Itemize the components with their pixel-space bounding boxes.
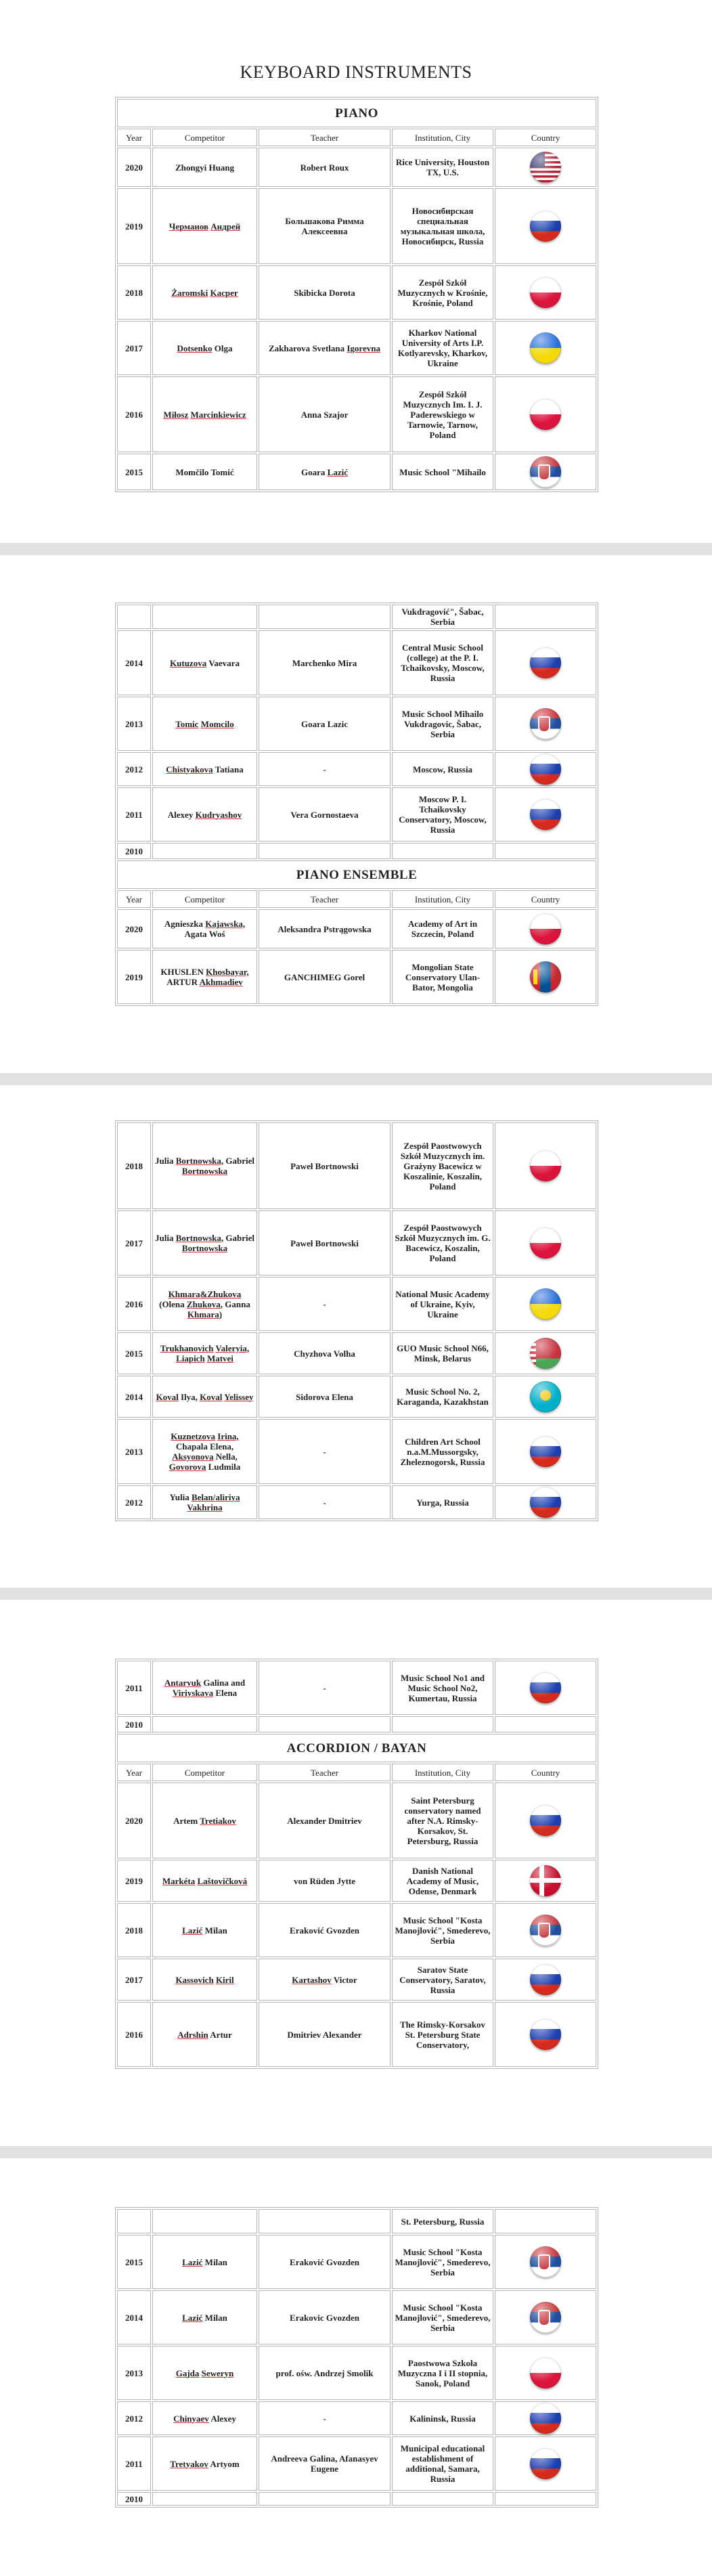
country-cell: [495, 950, 596, 1004]
teacher-cell: -: [259, 1661, 391, 1715]
country-cell: [495, 787, 596, 842]
year-cell: 2017: [117, 1210, 151, 1275]
year-cell: 2012: [117, 752, 151, 786]
flag-ru-icon: [530, 1672, 561, 1703]
institution-cell: Новосибирская специальная музыкальная школа, Новосибирск, Russia: [392, 188, 493, 264]
page-separator: [0, 543, 712, 555]
institution-cell: Moscow P. I. Tchaikovsky Conservatory, Moscow, Russia: [392, 787, 493, 842]
institution-cell: Municipal educational establishment of additional, Samara, Russia: [392, 2437, 493, 2491]
col-competitor: Competitor: [152, 890, 257, 908]
flag-ru-icon: [530, 2448, 561, 2479]
teacher-cell: Erakovic Gvozden: [259, 2290, 391, 2344]
country-cell: [495, 2492, 596, 2506]
competitor-cell: Adrshin Artur: [152, 2002, 257, 2067]
page-separator: [0, 1073, 712, 1085]
flag-us-icon: [530, 152, 561, 183]
institution-cell: Moscow, Russia: [392, 752, 493, 786]
teacher-cell: [259, 843, 391, 859]
institution-cell: Yurga, Russia: [392, 1485, 493, 1519]
teacher-cell: -: [259, 1485, 391, 1519]
institution-cell: Paostwowa Szkoła Muzyczna I i II stopnia, Sanok, Poland: [392, 2346, 493, 2400]
competitor-cell: [152, 843, 257, 859]
section-title-piano: PIANO: [117, 99, 596, 127]
competitor-cell: [152, 1716, 257, 1732]
col-year: Year: [117, 1764, 151, 1781]
flag-mn-icon: [530, 961, 561, 992]
year-cell: 2018: [117, 1903, 151, 1957]
table-row: [117, 630, 596, 695]
table-row: [117, 1959, 596, 2001]
table-row: [117, 909, 596, 948]
page-separator: [0, 2146, 712, 2158]
institution-cell: Children Art School n.a.M.Mussorgsky, Zheleznogorsk, Russia: [392, 1419, 493, 1484]
country-cell: [495, 1783, 596, 1858]
competitor-cell: Agnieszka Kajawska, Agata Woś: [152, 909, 257, 948]
table-row: [117, 843, 596, 859]
competitor-cell: Kuznetzova Irina, Chapala Elena, Aksyonova Nella, Govorova Ludmila: [152, 1419, 257, 1484]
table-row: [117, 2290, 596, 2344]
competitor-cell: KHUSLEN Khosbayar, ARTUR Akhmadiev: [152, 950, 257, 1004]
institution-cell: Music School "Kosta Manojlović", Smederevo, Serbia: [392, 2235, 493, 2289]
flag-rs-icon: [530, 1915, 561, 1946]
teacher-cell: Skibicka Dorota: [259, 265, 391, 320]
competitor-cell: Lazić Milan: [152, 2290, 257, 2344]
competitor-cell: Kutuzova Vaevara: [152, 630, 257, 695]
teacher-cell: prof. ośw. Andrzej Smolik: [259, 2346, 391, 2400]
teacher-cell: Andreeva Galina, Afanasyev Eugene: [259, 2437, 391, 2491]
country-cell: [495, 2002, 596, 2067]
competitor-cell: Kassovich Kiril: [152, 1959, 257, 2001]
country-cell: [495, 1122, 596, 1209]
country-cell: [495, 2437, 596, 2491]
col-competitor: Competitor: [152, 1764, 257, 1781]
country-cell: [495, 454, 596, 490]
year-cell: 2016: [117, 376, 151, 452]
teacher-cell: -: [259, 1419, 391, 1484]
competitor-cell: Koval Ilya, Koval Yelissey: [152, 1376, 257, 1418]
table-row: [117, 1277, 596, 1331]
col-country: Country: [495, 890, 596, 908]
competitor-cell: Momčilo Tomić: [152, 454, 257, 490]
institution-cell: [392, 843, 493, 859]
country-cell: [495, 1376, 596, 1418]
table-row: [117, 1661, 596, 1715]
teacher-cell: [259, 2492, 391, 2506]
table-row: [117, 454, 596, 490]
country-cell: [495, 188, 596, 264]
country-cell: [495, 1661, 596, 1715]
col-country: Country: [495, 1764, 596, 1781]
col-teacher: Teacher: [259, 129, 391, 146]
competitor-cell: Julia Bortnowska, Gabriel Bortnowska: [152, 1210, 257, 1275]
table-row: [117, 2002, 596, 2067]
flag-pl-icon: [530, 1150, 561, 1181]
teacher-cell: Большакова Римма Алексеевна: [259, 188, 391, 264]
year-cell: 2013: [117, 1419, 151, 1484]
institution-cell: National Music Academy of Ukraine, Kyiv, Ukraine: [392, 1277, 493, 1331]
col-year: Year: [117, 890, 151, 908]
flag-ru-icon: [530, 1436, 561, 1467]
year-cell: 2011: [117, 2437, 151, 2491]
flag-ua-icon: [530, 1288, 561, 1319]
competitor-cell: Tomic Momcilo: [152, 697, 257, 751]
year-cell: 2014: [117, 2290, 151, 2344]
competitor-cell: [152, 605, 257, 629]
flag-dk-icon: [530, 1865, 561, 1896]
col-institution: Institution, City: [392, 890, 493, 908]
institution-cell: Music School "Kosta Manojlović", Smederevo, Serbia: [392, 2290, 493, 2344]
table-row: [117, 1419, 596, 1484]
country-cell: [495, 2235, 596, 2289]
piano-table-page-1: [115, 97, 598, 492]
flag-rs-icon: [530, 2246, 561, 2277]
teacher-cell: [259, 1716, 391, 1732]
flag-pl-icon: [530, 913, 561, 944]
year-cell: 2010: [117, 843, 151, 859]
country-cell: [495, 843, 596, 859]
flag-ru-icon: [530, 647, 561, 678]
year-cell: 2018: [117, 1122, 151, 1209]
teacher-cell: Anna Szajor: [259, 376, 391, 452]
col-institution: Institution, City: [392, 1764, 493, 1781]
table-row: [117, 321, 596, 375]
institution-cell: Rice University, Houston TX, U.S.: [392, 148, 493, 187]
institution-cell: Music School No. 2, Karaganda, Kazakhstan: [392, 1376, 493, 1418]
competitor-cell: Chistyakova Tatiana: [152, 752, 257, 786]
year-cell: [117, 2209, 151, 2233]
accordion-table-page-5: [115, 2207, 598, 2508]
table-row: [117, 1332, 596, 1374]
table-row: [117, 697, 596, 751]
table-row: [117, 787, 596, 842]
competitor-cell: [152, 2209, 257, 2233]
col-teacher: Teacher: [259, 1764, 391, 1781]
teacher-cell: Zakharova Svetlana Igorevna: [259, 321, 391, 375]
year-cell: 2013: [117, 2346, 151, 2400]
country-cell: [495, 605, 596, 629]
year-cell: [117, 605, 151, 629]
teacher-cell: Dmitriev Alexander: [259, 2002, 391, 2067]
year-cell: 2019: [117, 950, 151, 1004]
institution-cell: The Rimsky-Korsakov St. Petersburg State Conservatory,: [392, 2002, 493, 2067]
teacher-cell: von Rüden Jytte: [259, 1860, 391, 1902]
institution-cell: Music School No1 and Music School No2, Kumertau, Russia: [392, 1661, 493, 1715]
page-separator: [0, 1588, 712, 1600]
competitor-cell: Markéta Laštovičková: [152, 1860, 257, 1902]
table-row: [117, 1783, 596, 1858]
flag-ru-icon: [530, 799, 561, 830]
table-row: [117, 1716, 596, 1732]
institution-cell: Central Music School (college) at the P. I. Tchaikovsky, Moscow, Russia: [392, 630, 493, 695]
competitor-cell: Alexey Kudryashov: [152, 787, 257, 842]
institution-cell: Zespół Szkół Muzycznych Im. I. J. Paderewskiego w Tarnowie, Tarnow, Poland: [392, 376, 493, 452]
competitor-cell: Tretyakov Artyom: [152, 2437, 257, 2491]
teacher-cell: Eraković Gvozden: [259, 1903, 391, 1957]
teacher-cell: Paweł Bortnowski: [259, 1122, 391, 1209]
country-cell: [495, 265, 596, 320]
col-year: Year: [117, 129, 151, 146]
competitor-cell: Черманов Андрей: [152, 188, 257, 264]
year-cell: 2010: [117, 2492, 151, 2506]
flag-ru-icon: [530, 754, 561, 785]
competitor-cell: Lazić Milan: [152, 2235, 257, 2289]
table-row: [117, 1485, 596, 1519]
competitor-cell: Khmara&Zhukova (Olena Zhukova, Ganna Khmara): [152, 1277, 257, 1331]
country-cell: [495, 630, 596, 695]
institution-cell: GUO Music School N66, Minsk, Belarus: [392, 1332, 493, 1374]
country-cell: [495, 1903, 596, 1957]
country-cell: [495, 1959, 596, 2001]
competitor-cell: Chinyaev Alexey: [152, 2401, 257, 2435]
teacher-cell: -: [259, 752, 391, 786]
institution-cell: Music School "Mihailo: [392, 454, 493, 490]
year-cell: 2012: [117, 2401, 151, 2435]
table-row: [117, 2209, 596, 2233]
table-row: [117, 2346, 596, 2400]
institution-cell: Zespół Szkół Muzycznych w Krośnie, Krośnie, Poland: [392, 265, 493, 320]
piano-table-page-2: [115, 603, 598, 1006]
institution-cell: [392, 1716, 493, 1732]
institution-cell: Danish National Academy of Music, Odense, Denmark: [392, 1860, 493, 1902]
teacher-cell: Vera Gornostaeva: [259, 787, 391, 842]
year-cell: 2010: [117, 1716, 151, 1732]
year-cell: 2016: [117, 2002, 151, 2067]
col-competitor: Competitor: [152, 129, 257, 146]
country-cell: [495, 1485, 596, 1519]
institution-cell: Zespół Paostwowych Szkół Muzycznych im. G. Bacewicz, Koszalin, Poland: [392, 1210, 493, 1275]
country-cell: [495, 148, 596, 187]
table-row: [117, 148, 596, 187]
table-row: [117, 1122, 596, 1209]
country-cell: [495, 1419, 596, 1484]
flag-pl-icon: [530, 1227, 561, 1259]
year-cell: 2018: [117, 265, 151, 320]
competitor-cell: [152, 2492, 257, 2506]
year-cell: 2017: [117, 321, 151, 375]
teacher-cell: Paweł Bortnowski: [259, 1210, 391, 1275]
year-cell: 2015: [117, 1332, 151, 1374]
year-cell: 2020: [117, 1783, 151, 1858]
table-row: [117, 2401, 596, 2435]
table-row: [117, 1210, 596, 1275]
institution-cell: Zespół Paostwowych Szkół Muzycznych im. Grażyny Bacewicz w Koszalinie, Koszalin, Poland: [392, 1122, 493, 1209]
flag-ru-icon: [530, 1805, 561, 1836]
flag-ru-icon: [530, 2403, 561, 2434]
country-cell: [495, 2401, 596, 2435]
teacher-cell: [259, 2209, 391, 2233]
table-row: [117, 188, 596, 264]
country-cell: [495, 1277, 596, 1331]
competitor-cell: Trukhanovich Valeryia, Liapich Matvei: [152, 1332, 257, 1374]
year-cell: 2013: [117, 697, 151, 751]
teacher-cell: Alexander Dmitriev: [259, 1783, 391, 1858]
flag-ru-icon: [530, 2019, 561, 2050]
section-title-accordion: ACCORDION / BAYAN: [117, 1734, 596, 1762]
flag-ua-icon: [530, 332, 561, 364]
country-cell: [495, 2290, 596, 2344]
flag-pl-icon: [530, 399, 561, 430]
competitor-cell: Zhongyi Huang: [152, 148, 257, 187]
teacher-cell: Goara Lazić: [259, 454, 391, 490]
country-cell: [495, 376, 596, 452]
year-cell: 2017: [117, 1959, 151, 2001]
year-cell: 2020: [117, 148, 151, 187]
flag-kz-icon: [530, 1381, 561, 1412]
flag-pl-icon: [530, 2357, 561, 2388]
teacher-cell: Chyzhova Volha: [259, 1332, 391, 1374]
country-cell: [495, 2209, 596, 2233]
country-cell: [495, 2346, 596, 2400]
table-row: [117, 950, 596, 1004]
teacher-cell: Sidorova Elena: [259, 1376, 391, 1418]
institution-cell: Saratov State Conservatory, Saratov, Russia: [392, 1959, 493, 2001]
teacher-cell: Aleksandra Pstrągowska: [259, 909, 391, 948]
country-cell: [495, 1210, 596, 1275]
page-title: KEYBOARD INSTRUMENTS: [240, 62, 472, 82]
country-cell: [495, 321, 596, 375]
institution-cell: Vukdragović", Šabac, Serbia: [392, 605, 493, 629]
institution-cell: Kharkov National University of Arts I.P. Kotlyarevsky, Kharkov, Ukraine: [392, 321, 493, 375]
competitor-cell: Antaryuk Galina and Viriyskaya Elena: [152, 1661, 257, 1715]
table-row: [117, 376, 596, 452]
country-cell: [495, 1332, 596, 1374]
institution-cell: Mongolian State Conservatory Ulan-Bator, Mongolia: [392, 950, 493, 1004]
competitor-cell: Yulia Belan/aliriya Vakhrina: [152, 1485, 257, 1519]
table-row: [117, 2235, 596, 2289]
table-row: [117, 1860, 596, 1902]
teacher-cell: Kartashov Victor: [259, 1959, 391, 2001]
year-cell: 2019: [117, 1860, 151, 1902]
institution-cell: Kalininsk, Russia: [392, 2401, 493, 2435]
year-cell: 2011: [117, 1661, 151, 1715]
table-row: [117, 1376, 596, 1418]
flag-ru-icon: [530, 211, 561, 242]
competitor-cell: Dotsenko Olga: [152, 321, 257, 375]
flag-pl-icon: [530, 277, 561, 308]
country-cell: [495, 1860, 596, 1902]
teacher-cell: Robert Roux: [259, 148, 391, 187]
teacher-cell: Eraković Gvozden: [259, 2235, 391, 2289]
col-country: Country: [495, 129, 596, 146]
piano-ensemble-table-page-3: [115, 1120, 598, 1521]
competitor-cell: Gajda Seweryn: [152, 2346, 257, 2400]
table-row: [117, 265, 596, 320]
country-cell: [495, 752, 596, 786]
country-cell: [495, 1716, 596, 1732]
col-teacher: Teacher: [259, 890, 391, 908]
flag-rs-icon: [530, 456, 561, 487]
teacher-cell: GANCHIMEG Gorel: [259, 950, 391, 1004]
country-cell: [495, 909, 596, 948]
col-institution: Institution, City: [392, 129, 493, 146]
year-cell: 2019: [117, 188, 151, 264]
table-row: [117, 2492, 596, 2506]
institution-cell: St. Petersburg, Russia: [392, 2209, 493, 2233]
institution-cell: Academy of Art in Szczecin, Poland: [392, 909, 493, 948]
flag-ru-icon: [530, 1487, 561, 1518]
teacher-cell: [259, 605, 391, 629]
country-cell: [495, 697, 596, 751]
competitor-cell: Miłosz Marcinkiewicz: [152, 376, 257, 452]
table-row: [117, 1903, 596, 1957]
competitor-cell: Artem Tretiakov: [152, 1783, 257, 1858]
year-cell: 2011: [117, 787, 151, 842]
year-cell: 2014: [117, 630, 151, 695]
teacher-cell: Goara Lazic: [259, 697, 391, 751]
table-row: [117, 605, 596, 629]
teacher-cell: -: [259, 1277, 391, 1331]
competitor-cell: Żaromski Kacper: [152, 265, 257, 320]
section-title-piano-ensemble: PIANO ENSEMBLE: [117, 860, 596, 889]
year-cell: 2012: [117, 1485, 151, 1519]
institution-cell: Music School "Kosta Manojlović", Smederevo, Serbia: [392, 1903, 493, 1957]
institution-cell: Saint Petersburg conservatory named after N.A. Rimsky-Korsakov, St. Petersburg, Russia: [392, 1783, 493, 1858]
year-cell: 2020: [117, 909, 151, 948]
year-cell: 2015: [117, 2235, 151, 2289]
table-row: [117, 752, 596, 786]
competitor-cell: Lazić Milan: [152, 1903, 257, 1957]
teacher-cell: Marchenko Mira: [259, 630, 391, 695]
year-cell: 2016: [117, 1277, 151, 1331]
accordion-table-page-4: [115, 1659, 598, 2069]
competitor-cell: Julia Bortnowska, Gabriel Bortnowska: [152, 1122, 257, 1209]
year-cell: 2015: [117, 454, 151, 490]
institution-cell: [392, 2492, 493, 2506]
flag-rs-icon: [530, 2302, 561, 2333]
table-row: [117, 2437, 596, 2491]
year-cell: 2014: [117, 1376, 151, 1418]
flag-ru-icon: [530, 1964, 561, 1995]
flag-rs-icon: [530, 708, 561, 739]
institution-cell: Music School Mihailo Vukdragovic, Šabac, Serbia: [392, 697, 493, 751]
teacher-cell: -: [259, 2401, 391, 2435]
flag-by-icon: [530, 1338, 561, 1369]
